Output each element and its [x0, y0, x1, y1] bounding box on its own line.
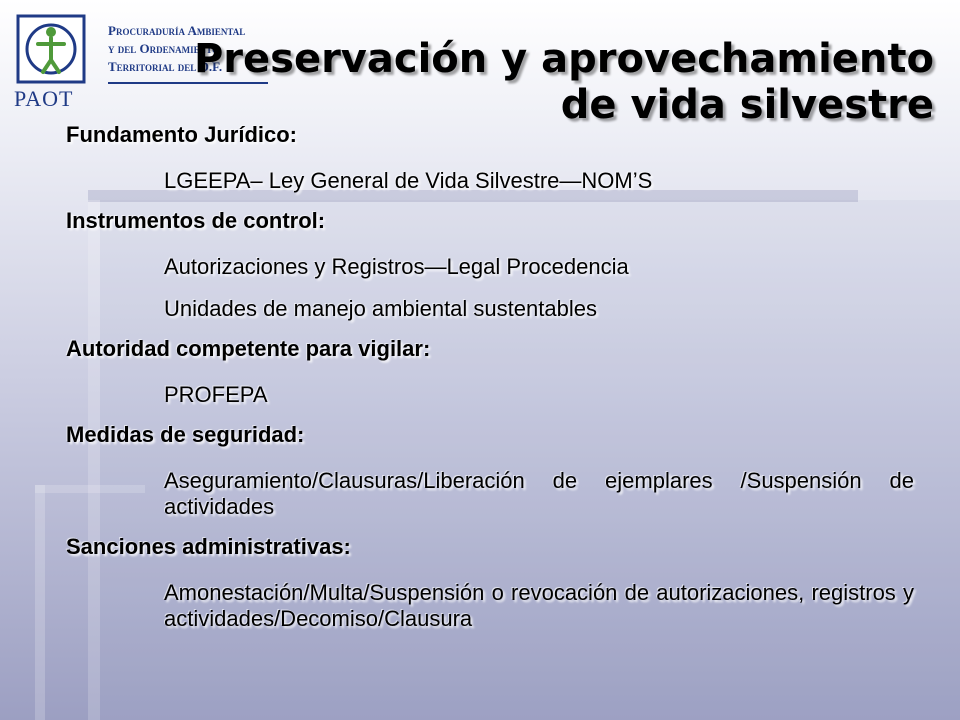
logo-line: y del Ordenamiento [108, 41, 219, 56]
section-heading: Instrumentos de control: [66, 208, 326, 233]
section-heading: Fundamento Jurídico: [66, 122, 297, 147]
logo-line: Procuraduría Ambiental [108, 23, 246, 38]
background-bar [35, 485, 45, 720]
title-line-2: de vida silvestre [560, 82, 934, 128]
section-item: LGEEPA– Ley General de Vida Silvestre—NOM’S [164, 168, 653, 193]
section-heading: Autoridad competente para vigilar: [66, 336, 431, 361]
section-item: Unidades de manejo ambiental sustentables [164, 296, 597, 321]
section-item: Amonestación/Multa/Suspensión o revocación de autorizaciones, registros y actividades/Decomiso/Clausura [164, 580, 914, 631]
logo-line: Territorial del D.F. [108, 59, 223, 74]
slide-body [66, 122, 916, 632]
section-item: Aseguramiento/Clausuras/Liberación de ejemplares /Suspensión de actividades [164, 468, 914, 519]
title-line-1: Preservación y aprovechamiento [193, 36, 934, 82]
logo-acronym: PAOT [14, 86, 74, 111]
section-heading: Sanciones administrativas: [66, 534, 351, 559]
human-figure-logo-icon [16, 14, 86, 84]
section-item: Autorizaciones y Registros—Legal Procedencia [164, 254, 629, 279]
section-item: PROFEPA [164, 382, 268, 407]
section-heading: Medidas de seguridad: [66, 422, 305, 447]
slide-title [194, 36, 934, 128]
